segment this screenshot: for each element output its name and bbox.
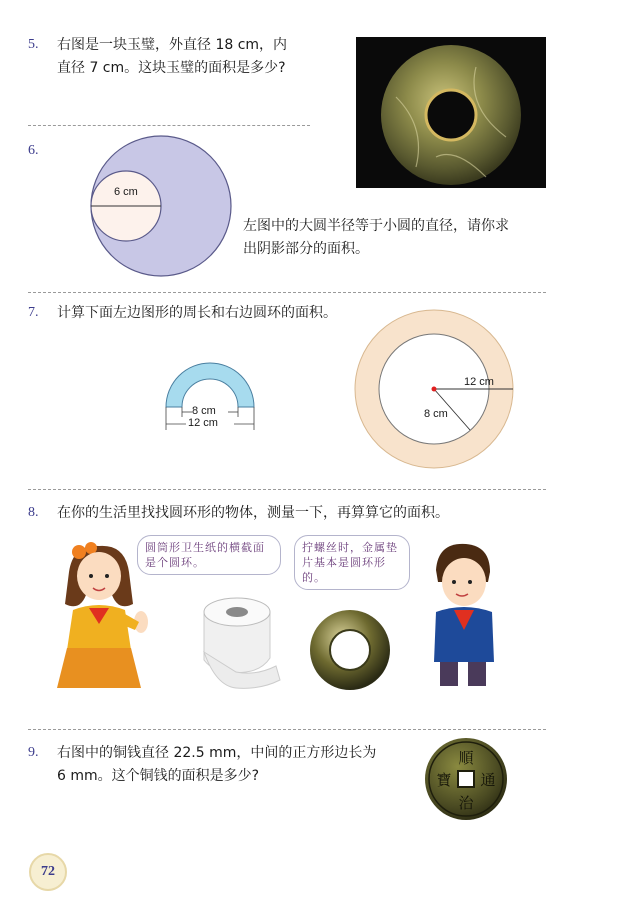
speech-bubble-right: 拧螺丝时，金属垫片基本是圆环形的。 [294, 535, 410, 590]
ring-outer-radius-label: 12 cm [464, 376, 494, 388]
problem-5-line1: 右图是一块玉璧，外直径 18 cm，内 [57, 37, 288, 53]
page-number: 72 [41, 864, 55, 879]
small-circle-diameter-label: 6 cm [114, 186, 138, 198]
problem-9-line2: 6 mm。这个铜钱的面积是多少? [57, 768, 260, 784]
coin-char-top: 順 [458, 749, 474, 767]
jade-bi-photo [356, 37, 546, 188]
problem-9-line1: 右图中的铜钱直径 22.5 mm，中间的正方形边长为 [57, 745, 377, 761]
problem-6-text [243, 215, 553, 261]
copper-coin-photo [424, 736, 508, 822]
girl-illustration [55, 540, 155, 688]
problem-5-text [57, 34, 347, 80]
problem-6-line1: 左图中的大圆半径等于小圆的直径，请你求 [243, 218, 509, 234]
divider [28, 489, 546, 490]
speech-bubble-left: 圆筒形卫生纸的横截面是个圆环。 [137, 535, 281, 575]
coin-char-left: 寶 [436, 771, 452, 789]
problem-6-line2: 出阴影部分的面积。 [243, 241, 369, 257]
coin-char-right: 通 [480, 771, 496, 789]
problem-8-text: 在你的生活里找找圆环形的物体，测量一下，再算算它的面积。 [57, 505, 449, 521]
problem-7-number: 7. [28, 305, 39, 320]
page-number-badge [29, 853, 67, 891]
divider [28, 292, 546, 293]
ring-inner-radius-label: 8 cm [424, 408, 448, 420]
arch-outer-diameter-label: 12 cm [188, 417, 218, 429]
arch-inner-diameter-label: 8 cm [192, 405, 216, 417]
problem-6-number: 6. [28, 143, 39, 158]
problem-7-text: 计算下面左边图形的周长和右边圆环的面积。 [57, 305, 337, 321]
toilet-paper-roll-photo [196, 596, 286, 692]
problem-8-number: 8. [28, 505, 39, 520]
problem-5-line2: 直径 7 cm。这块玉璧的面积是多少? [57, 60, 286, 76]
problem-9-text [57, 742, 397, 788]
boy-illustration [424, 540, 504, 690]
divider [28, 125, 310, 126]
metal-washer-photo [308, 608, 392, 692]
problem-9-number: 9. [28, 745, 39, 760]
coin-char-bottom: 治 [458, 794, 474, 812]
divider [28, 729, 546, 730]
ring-figure [354, 309, 518, 473]
circle-shaded-figure [88, 133, 234, 279]
problem-5-number: 5. [28, 37, 39, 52]
